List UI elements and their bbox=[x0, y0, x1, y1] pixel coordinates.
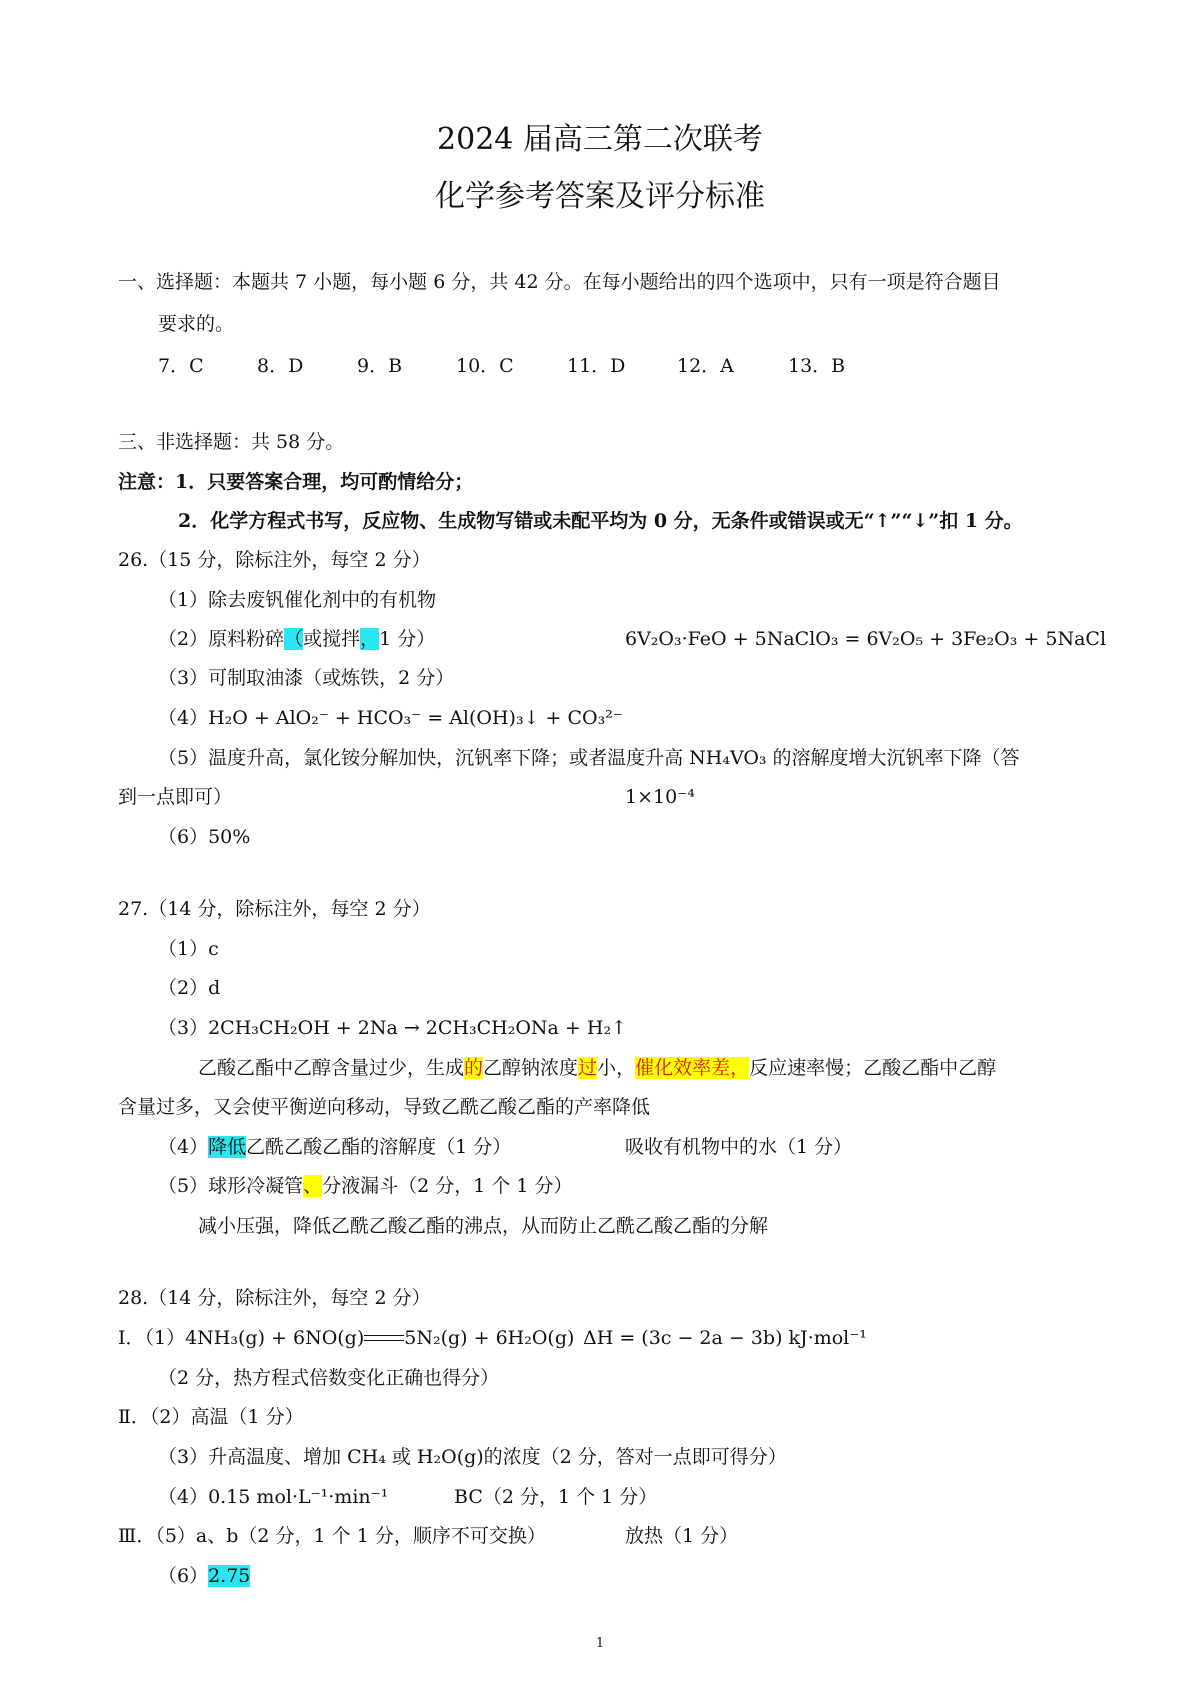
q26-equation: 6V₂O₃·FeO + 5NaClO₃ = 6V₂O₅ + 3Fe₂O₃ + 5NaCl bbox=[625, 628, 1107, 650]
highlight: 2.75 bbox=[208, 1565, 251, 1587]
note-1: 注意：1．只要答案合理，均可酌情给分； bbox=[118, 471, 474, 493]
eq-right: 5N₂(g) + 6H₂O(g) bbox=[404, 1327, 575, 1349]
q27-text: （4） bbox=[158, 1136, 209, 1158]
q26-answer-2 bbox=[158, 627, 435, 651]
q27-answer-4 bbox=[158, 1135, 511, 1159]
highlight: 催化效率差， bbox=[635, 1057, 750, 1079]
q27-text: 乙醇钠浓度 bbox=[483, 1057, 579, 1079]
section3-heading: 三、非选择题：共 58 分。 bbox=[118, 431, 345, 453]
q26-a2-text: 1 分） bbox=[379, 628, 436, 650]
q27-answer-3-equation: （3）2CH₃CH₂OH + 2Na → 2CH₃CH₂ONa + H₂↑ bbox=[158, 1017, 627, 1039]
q28-part-i-equation bbox=[118, 1326, 574, 1350]
q28-header: 28.（14 分，除标注外，每空 2 分） bbox=[118, 1287, 431, 1309]
q28-part-i-note: （2 分，热方程式倍数变化正确也得分） bbox=[158, 1367, 500, 1389]
q26-ksp: 1×10⁻⁴ bbox=[625, 786, 695, 808]
note-2: 2．化学方程式书写，反应物、生成物写错或未配平均为 0 分，无条件或错误或无“↑”“↓”扣 1 分。 bbox=[178, 510, 1023, 532]
q27-text: 乙酸乙酯中乙醇含量过少，生成 bbox=[198, 1057, 465, 1079]
choice-answer: 10．C bbox=[456, 355, 514, 377]
q28-text: （6） bbox=[158, 1565, 209, 1587]
q26-answer-1: （1）除去废钒催化剂中的有机物 bbox=[158, 589, 437, 611]
q26-answer-5: （5）温度升高，氯化铵分解加快，沉钒率下降；或者温度升高 NH₄VO₃ 的溶解度增大沉钒率下降（答 bbox=[158, 747, 1020, 769]
q27-answer-5-cont: 减小压强，降低乙酰乙酸乙酯的沸点，从而防止乙酰乙酸乙酯的分解 bbox=[198, 1215, 769, 1237]
q28-enthalpy: ΔH = (3c − 2a − 3b) kJ·mol⁻¹ bbox=[583, 1327, 867, 1349]
section1-heading-cont: 要求的。 bbox=[158, 313, 235, 335]
q27-header: 27.（14 分，除标注外，每空 2 分） bbox=[118, 898, 431, 920]
section1-heading: 一、选择题：本题共 7 小题，每小题 6 分，共 42 分。在每小题给出的四个选项中，只有一项是符合题目 bbox=[118, 271, 1001, 293]
q27-answer-1: （1）c bbox=[158, 938, 219, 960]
q27-answer-3-explanation bbox=[198, 1056, 996, 1080]
q27-answer-2: （2）d bbox=[158, 977, 221, 999]
q28-part-ii-4b: BC（2 分，1 个 1 分） bbox=[454, 1486, 658, 1508]
page-title: 2024 届高三第二次联考 bbox=[437, 122, 763, 157]
q27-text: 乙酰乙酸乙酯的溶解度（1 分） bbox=[246, 1136, 512, 1158]
choice-answer: 7．C bbox=[158, 355, 204, 377]
highlight: 的 bbox=[464, 1057, 484, 1079]
q26-a2-text: （2）原料粉碎 bbox=[158, 628, 285, 650]
q27-answer-5 bbox=[158, 1174, 573, 1198]
q27-answer-3-cont: 含量过多，又会使平衡逆向移动，导致乙酰乙酸乙酯的产率降低 bbox=[118, 1096, 651, 1118]
highlight: ， bbox=[360, 628, 380, 650]
q27-answer-4-right: 吸收有机物中的水（1 分） bbox=[625, 1136, 853, 1158]
highlight: （ bbox=[284, 628, 304, 650]
q27-text: 分液漏斗（2 分，1 个 1 分） bbox=[322, 1175, 573, 1197]
q28-part-iii-6 bbox=[158, 1564, 250, 1588]
q28-part-iii-5b: 放热（1 分） bbox=[625, 1525, 739, 1547]
choice-answer: 11．D bbox=[567, 355, 626, 377]
page-number: 1 bbox=[595, 1636, 605, 1651]
highlight: 过 bbox=[578, 1057, 598, 1079]
q28-part-ii-3: （3）升高温度、增加 CH₄ 或 H₂O(g)的浓度（2 分，答对一点即可得分） bbox=[158, 1446, 787, 1468]
q26-answer-5-cont: 到一点即可） bbox=[118, 786, 233, 808]
choice-answer: 12．A bbox=[677, 355, 734, 377]
highlight: 降低 bbox=[208, 1136, 247, 1158]
equilibrium-arrow-icon bbox=[364, 1332, 404, 1346]
eq-left: Ⅰ．（1）4NH₃(g) + 6NO(g) bbox=[118, 1327, 365, 1349]
page-subtitle: 化学参考答案及评分标准 bbox=[435, 179, 765, 214]
choice-answer: 13．B bbox=[788, 355, 846, 377]
q27-text: 小， bbox=[597, 1057, 636, 1079]
q27-text: 反应速率慢；乙酸乙酯中乙醇 bbox=[749, 1057, 997, 1079]
q26-answer-6: （6）50% bbox=[158, 826, 251, 848]
q28-part-ii-4: （4）0.15 mol·L⁻¹·min⁻¹ bbox=[158, 1486, 389, 1508]
q26-answer-3: （3）可制取油漆（或炼铁，2 分） bbox=[158, 667, 455, 689]
choice-answer: 8．D bbox=[257, 355, 304, 377]
q26-a2-text: 或搅拌 bbox=[303, 628, 361, 650]
q27-text: （5）球形冷凝管 bbox=[158, 1175, 304, 1197]
highlight: 、 bbox=[303, 1175, 323, 1197]
q26-answer-4: （4）H₂O + AlO₂⁻ + HCO₃⁻ = Al(OH)₃↓ + CO₃²⁻ bbox=[158, 707, 623, 729]
q28-part-iii-5: Ⅲ．（5）a、b（2 分，1 个 1 分，顺序不可交换） bbox=[118, 1525, 546, 1547]
q26-header: 26.（15 分，除标注外，每空 2 分） bbox=[118, 549, 431, 571]
q28-part-ii-2: Ⅱ．（2）高温（1 分） bbox=[118, 1406, 304, 1428]
choice-answer: 9．B bbox=[357, 355, 403, 377]
